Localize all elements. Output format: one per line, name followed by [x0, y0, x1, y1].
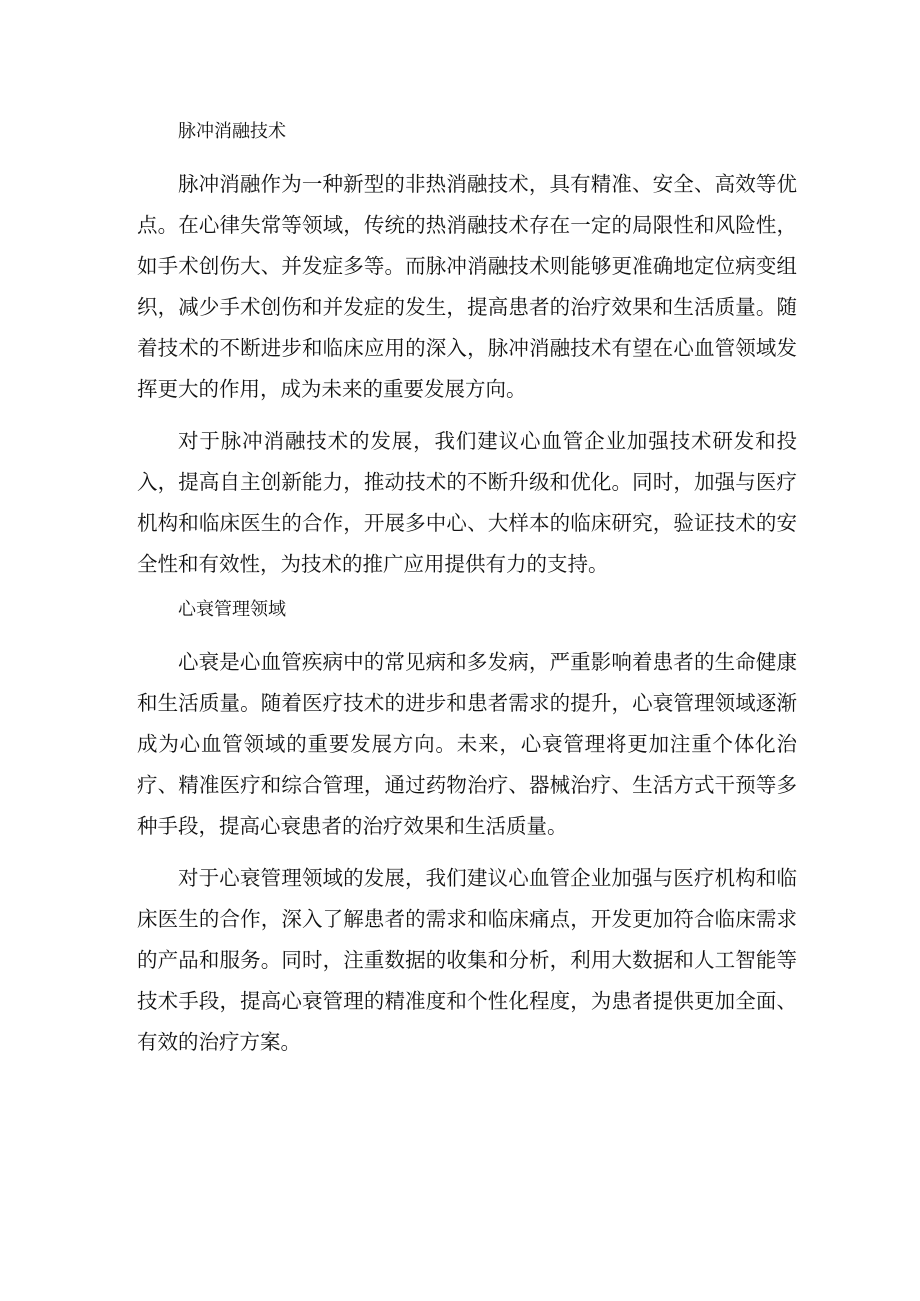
paragraph: 心衰是心血管疾病中的常见病和多发病，严重影响着患者的生命健康和生活质量。随着医疗技术的进步和患者需求的提升，心衰管理领域逐渐成为心血管领域的重要发展方向。未来，心衰管理将更加注重个体化治疗、精准医疗和综合管理，通过药物治疗、器械治疗、生活方式干预等多种手段，提高心衰患者的治疗效果和生活质量。: [137, 650, 797, 838]
paragraph: 对于心衰管理领域的发展，我们建议心血管企业加强与医疗机构和临床医生的合作，深入了解患者的需求和临床痛点，开发更加符合临床需求的产品和服务。同时，注重数据的收集和分析，利用大数据和人工智能等技术手段，提高心衰管理的精准度和个性化程度，为患者提供更加全面、有效的治疗方案。: [137, 866, 797, 1054]
paragraph: 脉冲消融作为一种新型的非热消融技术，具有精准、安全、高效等优点。在心律失常等领域，传统的热消融技术存在一定的局限性和风险性，如手术创伤大、并发症多等。而脉冲消融技术则能够更准确地定位病变组织，减少手术创伤和并发症的发生，提高患者的治疗效果和生活质量。随着技术的不断进步和临床应用的深入，脉冲消融技术有望在心血管领域发挥更大的作用，成为未来的重要发展方向。: [137, 172, 797, 401]
section-heading-pulse-ablation: 脉冲消融技术: [178, 121, 286, 142]
section-heading-heart-failure: 心衰管理领域: [178, 599, 286, 620]
document-body: [137, 118, 797, 1074]
paragraph: 对于脉冲消融技术的发展，我们建议心血管企业加强技术研发和投入，提高自主创新能力，推动技术的不断升级和优化。同时，加强与医疗机构和临床医生的合作，开展多中心、大样本的临床研究，验证技术的安全性和有效性，为技术的推广应用提供有力的支持。: [137, 429, 797, 576]
